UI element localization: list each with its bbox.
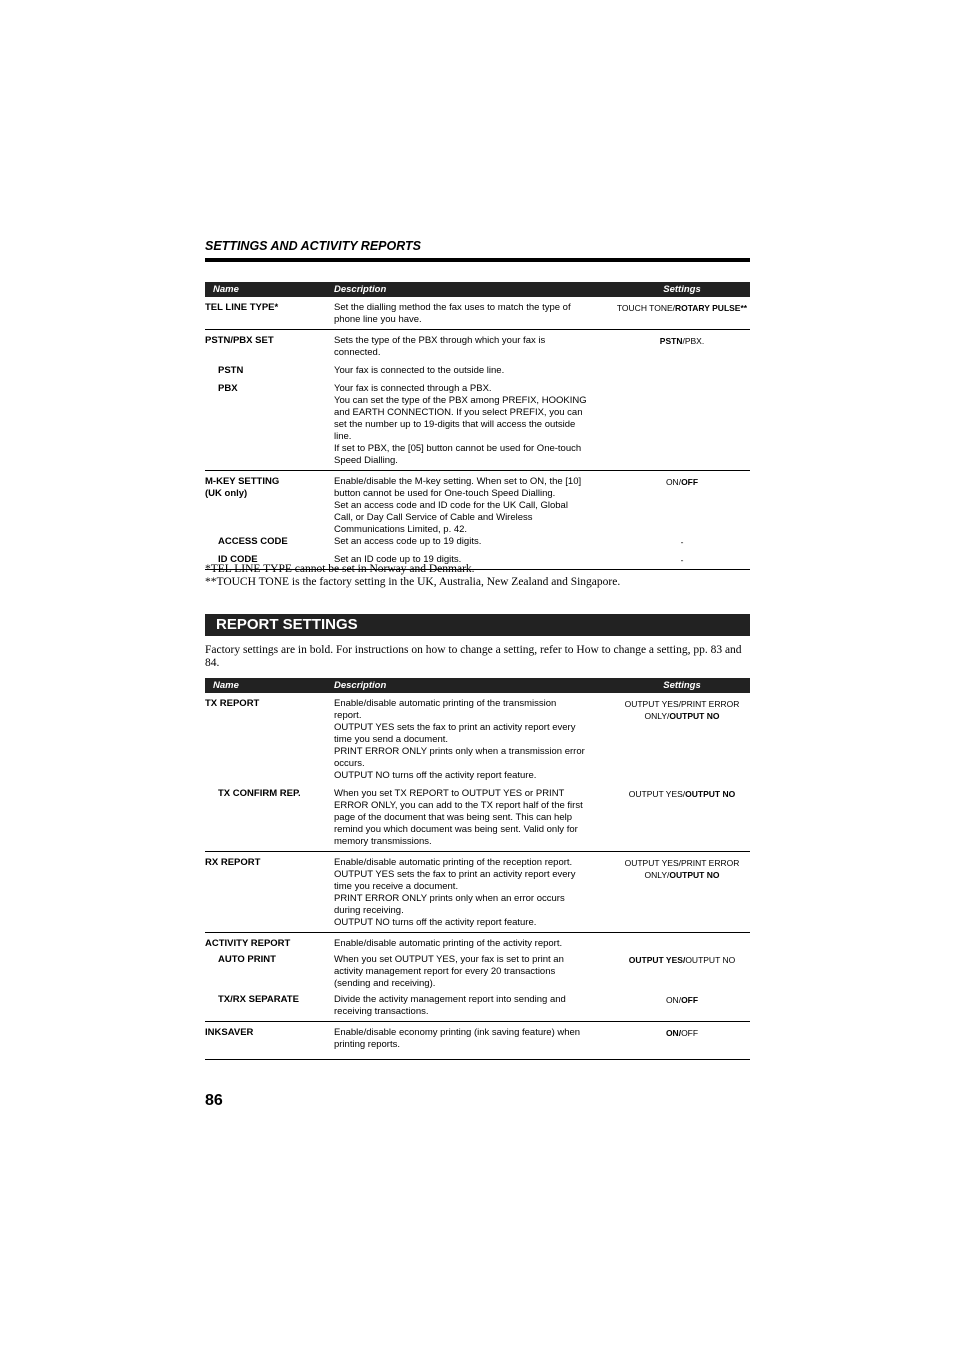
desc-line: Enable/disable economy printing (ink saving feature) when: [334, 1027, 581, 1038]
footnotes: [205, 563, 620, 589]
desc-line: time you receive a document.: [334, 881, 459, 892]
row-settings: [614, 1022, 750, 1060]
desc-line: receiving transactions.: [334, 1006, 429, 1017]
page-number: 86: [205, 1092, 223, 1109]
desc-line: Sets the type of the PBX through which your fax is: [334, 335, 546, 346]
row-name-line: M-KEY SETTING: [205, 476, 280, 487]
setting-default: OFF: [681, 477, 699, 487]
setting-option: OUTPUT NO: [685, 955, 736, 965]
row-description: [334, 990, 614, 1022]
settings-table-1: [205, 282, 750, 570]
desc-line: button cannot be used for One-touch Speed Dialling.: [334, 488, 556, 499]
table-row: [205, 330, 750, 360]
row-name: INKSAVER: [205, 1022, 334, 1060]
setting-default: ROTARY PULSE**: [674, 303, 748, 313]
desc-line: OUTPUT YES sets the fax to print an activity report every: [334, 869, 576, 880]
desc-line: activity management report for every 20 transactions: [334, 966, 556, 977]
row-name: TX CONFIRM REP.: [205, 782, 334, 852]
setting-default: OUTPUT NO: [669, 870, 720, 880]
setting-option: OUTPUT YES/PRINT ERROR: [624, 699, 740, 709]
desc-line: connected.: [334, 347, 381, 358]
desc-line: Set the dialling method the fax uses to match the type of: [334, 302, 571, 313]
report-settings-title: REPORT SETTINGS: [216, 616, 358, 633]
section-rule: [205, 258, 750, 262]
row-description: [334, 377, 614, 471]
row-settings: [614, 359, 750, 377]
row-name: PSTN: [218, 365, 244, 376]
row-name: ACCESS CODE: [218, 536, 288, 547]
setting-option: /PBX.: [682, 336, 705, 346]
footnote: *TEL LINE TYPE cannot be set in Norway and Denmark.: [205, 563, 475, 575]
row-description: [334, 359, 614, 377]
row-description: [334, 933, 614, 951]
row-name: PSTN/PBX SET: [205, 335, 274, 346]
table-row: [205, 471, 750, 537]
row-name: ID CODE: [205, 548, 334, 570]
row-description: [334, 852, 614, 933]
setting-option: OUTPUT YES/: [628, 789, 686, 799]
row-name: AUTO PRINT: [218, 954, 276, 965]
col-header-name: Name: [205, 282, 334, 297]
report-settings-heading-bar: [205, 614, 750, 636]
row-settings: [614, 933, 750, 951]
row-name: TX REPORT: [205, 698, 260, 709]
desc-line: phone line you have.: [334, 314, 422, 325]
row-description: [334, 536, 614, 548]
desc-line: Your fax is connected through a PBX.: [334, 383, 492, 394]
row-description: [334, 471, 614, 537]
table-header-row: [205, 678, 750, 693]
row-description: [334, 693, 614, 782]
desc-line: Set an access code and ID code for the UK Call, Global: [334, 500, 568, 511]
setting-default: OFF: [681, 995, 699, 1005]
desc-line: Enable/disable the M-key setting. When set to ON, the [10]: [334, 476, 582, 487]
desc-line: (sending and receiving).: [334, 978, 436, 989]
row-name: TX/RX SEPARATE: [205, 990, 334, 1022]
row-settings: [614, 377, 750, 471]
desc-line: PRINT ERROR ONLY prints only when an error occurs: [334, 893, 565, 904]
setting-option: TOUCH TONE/: [616, 303, 675, 313]
desc-line: printing reports.: [334, 1039, 401, 1050]
row-description: [334, 1022, 614, 1060]
desc-line: When you set TX REPORT to OUTPUT YES or PRINT: [334, 788, 565, 799]
table-row: [205, 990, 750, 1022]
desc-line: OUTPUT NO turns off the activity report feature.: [334, 770, 537, 781]
desc-line: Divide the activity management report into sending and: [334, 994, 566, 1005]
row-settings: [614, 330, 750, 360]
table-row: [205, 297, 750, 330]
desc-line: If set to PBX, the [05] button cannot be used for One-touch: [334, 443, 582, 454]
table-row: [205, 950, 750, 990]
row-description: [334, 330, 614, 360]
desc-line: Communications Limited, p. 42.: [334, 524, 468, 535]
desc-line: Enable/disable automatic printing of the activity report.: [334, 938, 563, 949]
desc-line: line.: [334, 431, 352, 442]
table-header-row: [205, 282, 750, 297]
setting-default: PSTN: [659, 336, 683, 346]
desc-line: during receiving.: [334, 905, 404, 916]
desc-line: Speed Dialling.: [334, 455, 398, 466]
row-settings: [614, 297, 750, 330]
setting-option: ONLY/: [644, 870, 670, 880]
setting-option: OUTPUT YES/PRINT ERROR: [624, 858, 740, 868]
row-settings: [614, 471, 750, 537]
desc-line: memory transmissions.: [334, 836, 432, 847]
row-settings: [614, 990, 750, 1022]
desc-line: time you send a document.: [334, 734, 449, 745]
row-settings: -: [680, 537, 684, 547]
table-row: [205, 377, 750, 471]
setting-default: OUTPUT YES/: [628, 955, 686, 965]
col-header-description: Description: [334, 678, 614, 693]
desc-line: ERROR ONLY, you can add to the TX report half of the first: [334, 800, 583, 811]
section-title: SETTINGS AND ACTIVITY REPORTS: [205, 239, 421, 253]
row-settings: [614, 950, 750, 990]
row-name: ACTIVITY REPORT: [205, 938, 291, 949]
desc-line: OUTPUT NO turns off the activity report feature.: [334, 917, 537, 928]
desc-line: When you set OUTPUT YES, your fax is set to print an: [334, 954, 564, 965]
row-name-note: (UK only): [205, 488, 248, 499]
setting-default: OUTPUT NO: [669, 711, 720, 721]
row-description: [334, 297, 614, 330]
row-settings: [614, 693, 750, 782]
row-name: PBX: [205, 377, 334, 471]
table-row: [205, 852, 750, 933]
desc-line: PRINT ERROR ONLY prints only when a transmission error: [334, 746, 585, 757]
desc-line: OUTPUT YES sets the fax to print an activity report every: [334, 722, 576, 733]
desc-line: Your fax is connected to the outside line.: [334, 365, 505, 376]
setting-option: ON/: [665, 477, 682, 487]
row-name: [205, 471, 334, 537]
settings-table-2: [205, 678, 750, 1060]
desc-line: occurs.: [334, 758, 365, 769]
report-intro-text: Factory settings are in bold. For instructions on how to change a setting, refer to How to change a setting, pp. 83 and 84.: [205, 644, 742, 669]
col-header-settings: Settings: [614, 678, 750, 693]
col-header-description: Description: [334, 282, 614, 297]
desc-line: You can set the type of the PBX among PREFIX, HOOKING: [334, 395, 587, 406]
setting-option: ONLY/: [644, 711, 670, 721]
desc-line: Set an access code up to 19 digits.: [334, 536, 482, 547]
table-row: [205, 359, 750, 377]
table-row: [205, 693, 750, 782]
row-name: TEL LINE TYPE*: [205, 297, 334, 330]
col-header-name: Name: [205, 678, 334, 693]
table-row: [205, 1022, 750, 1060]
row-settings: [614, 852, 750, 933]
setting-option: ON/: [665, 995, 682, 1005]
setting-option: OFF: [681, 1028, 699, 1038]
desc-line: Enable/disable automatic printing of the transmission: [334, 698, 557, 709]
desc-line: Set an ID code up to 19 digits.: [334, 554, 462, 565]
row-description: [334, 950, 614, 990]
table-row: [205, 536, 750, 548]
desc-line: remind you which document was being sent. Valid only for: [334, 824, 578, 835]
desc-line: report.: [334, 710, 362, 721]
desc-line: and EARTH CONNECTION. If you select PREFIX, you can: [334, 407, 583, 418]
table-row: [205, 933, 750, 951]
desc-line: page of the document that was being sent. This can help: [334, 812, 573, 823]
desc-line: Call, or Day Call Service of Cable and Wireless: [334, 512, 533, 523]
setting-default: OUTPUT NO: [685, 789, 736, 799]
row-name: RX REPORT: [205, 852, 334, 933]
row-settings: [614, 782, 750, 852]
footnote: **TOUCH TONE is the factory setting in the UK, Australia, New Zealand and Singapore.: [205, 576, 621, 588]
table-row: [205, 782, 750, 852]
setting-default: ON/: [665, 1028, 682, 1038]
desc-line: Enable/disable automatic printing of the reception report.: [334, 857, 573, 868]
row-description: [334, 782, 614, 852]
desc-line: set the number up to 19-digits that will access the outside: [334, 419, 576, 430]
row-settings: -: [614, 548, 750, 570]
col-header-settings: Settings: [614, 282, 750, 297]
